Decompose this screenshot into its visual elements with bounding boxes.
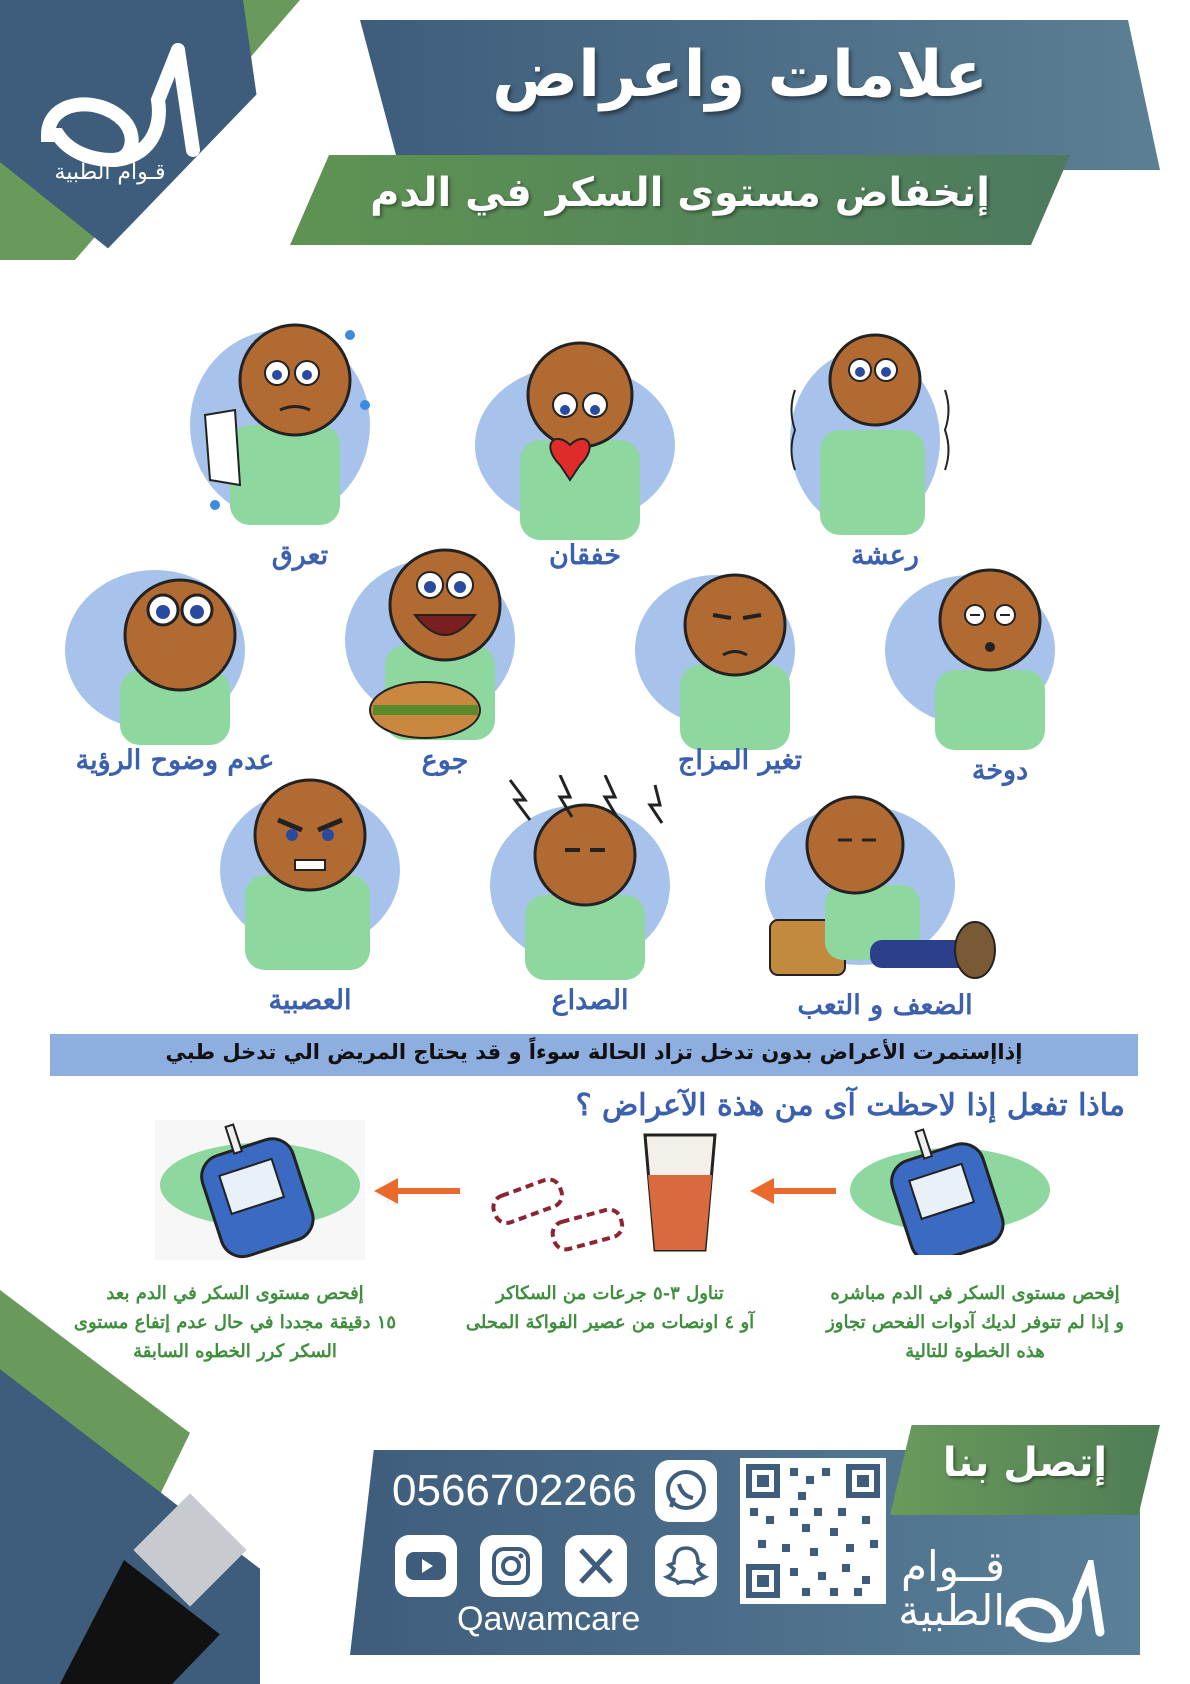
- symptom-label: تعرق: [271, 540, 329, 571]
- phone-number[interactable]: 0566702266: [392, 1466, 637, 1515]
- qr-code[interactable]: [740, 1458, 886, 1604]
- step-line: إفحص مستوى السكر في الدم بعد: [106, 1283, 364, 1304]
- symptom-blurred-vision: [65, 560, 265, 745]
- step-2-text: [440, 1280, 780, 1338]
- palpitations-boy-icon: [470, 340, 680, 540]
- symptom-headache: [480, 775, 680, 980]
- sweating-boy-icon: [185, 315, 385, 530]
- symptom-label: تغير المزاج: [677, 745, 803, 776]
- step-line: آو ٤ اونصات من عصير الفواكة المحلى: [465, 1311, 755, 1333]
- social-handle[interactable]: Qawamcare: [457, 1600, 641, 1638]
- step-line: السكر كرر الخطوه السابقة: [133, 1340, 337, 1362]
- arrow-left-icon: [748, 1176, 838, 1206]
- symptom-hungry: [345, 545, 545, 745]
- nervous-boy-icon: [210, 775, 405, 970]
- step-line: تناول ٣-٥ جرعات من السكاكر: [496, 1283, 724, 1304]
- symptom-label: عدم وضوح الرؤية: [75, 745, 275, 776]
- symptom-label: الصداع: [551, 985, 629, 1016]
- symptom-nervous: [210, 775, 410, 970]
- brand-name-line: الطبية: [898, 1586, 1005, 1636]
- symptom-shaking: [780, 330, 980, 540]
- tired-boy-icon: [760, 790, 1005, 980]
- symptom-mood-change: [635, 570, 835, 750]
- snapchat-icon[interactable]: [655, 1535, 717, 1597]
- step-3-text: [50, 1280, 420, 1366]
- blurred-vision-boy-icon: [65, 560, 265, 745]
- shaking-boy-icon: [780, 330, 960, 540]
- brand-name-footer: [895, 1542, 1005, 1636]
- whatsapp-icon[interactable]: [655, 1460, 717, 1522]
- symptom-label: خفقان: [548, 540, 622, 571]
- page-subtitle: إنخفاض مستوى السكر في الدم: [370, 170, 990, 216]
- symptom-label: العصبية: [268, 985, 352, 1016]
- symptom-dizzy: [880, 565, 1080, 750]
- symptom-palpitations: [470, 340, 670, 540]
- page-title: علامات واعراض: [492, 38, 988, 112]
- headache-boy-icon: [480, 775, 695, 980]
- warning-text: إذاإستمرت الأعراض بدون تدخل تزاد الحالة سوءاً و قد يحتاج المريض الي تدخل طبي: [165, 1040, 1023, 1064]
- hungry-boy-icon: [345, 545, 535, 745]
- glucose-meter-icon: [850, 1125, 1070, 1255]
- symptom-label: دوخة: [971, 755, 1029, 786]
- glucose-meter-icon: [155, 1120, 375, 1260]
- brand-name: قـوام الطبية: [54, 160, 166, 185]
- symptom-sweating: [185, 315, 385, 530]
- symptom-tired: [760, 790, 960, 980]
- brand-logo-icon: [1000, 1560, 1110, 1650]
- step-line: إفحص مستوى السكر في الدم مباشره: [830, 1283, 1120, 1304]
- question-heading: ماذا تفعل إذا لاحظت آى من هذة الآعراض ؟: [575, 1088, 1125, 1123]
- youtube-icon[interactable]: [395, 1535, 457, 1597]
- symptom-label: الضعف و التعب: [797, 990, 973, 1021]
- juice-and-candy-icon: [480, 1130, 730, 1270]
- step-1-text: [800, 1280, 1150, 1366]
- dizzy-boy-icon: [880, 565, 1080, 750]
- symptom-label: جوع: [421, 745, 469, 776]
- step-line: هذه الخطوة للتالية: [905, 1340, 1045, 1362]
- mood-change-boy-icon: [635, 570, 820, 750]
- brand-name-line: قــوام: [900, 1542, 1005, 1591]
- arrow-left-icon: [372, 1176, 462, 1206]
- x-icon[interactable]: [565, 1535, 627, 1597]
- contact-heading: إتصل بنا: [942, 1440, 1108, 1486]
- step-line: ١٥ دقيقة مجددا في حال عدم إتفاع مستوى: [73, 1311, 397, 1333]
- symptom-label: رعشة: [851, 540, 919, 571]
- step-line: و إذا لم تتوفر لديك آدوات الفحص تجاوز: [826, 1311, 1124, 1333]
- instagram-icon[interactable]: [480, 1535, 542, 1597]
